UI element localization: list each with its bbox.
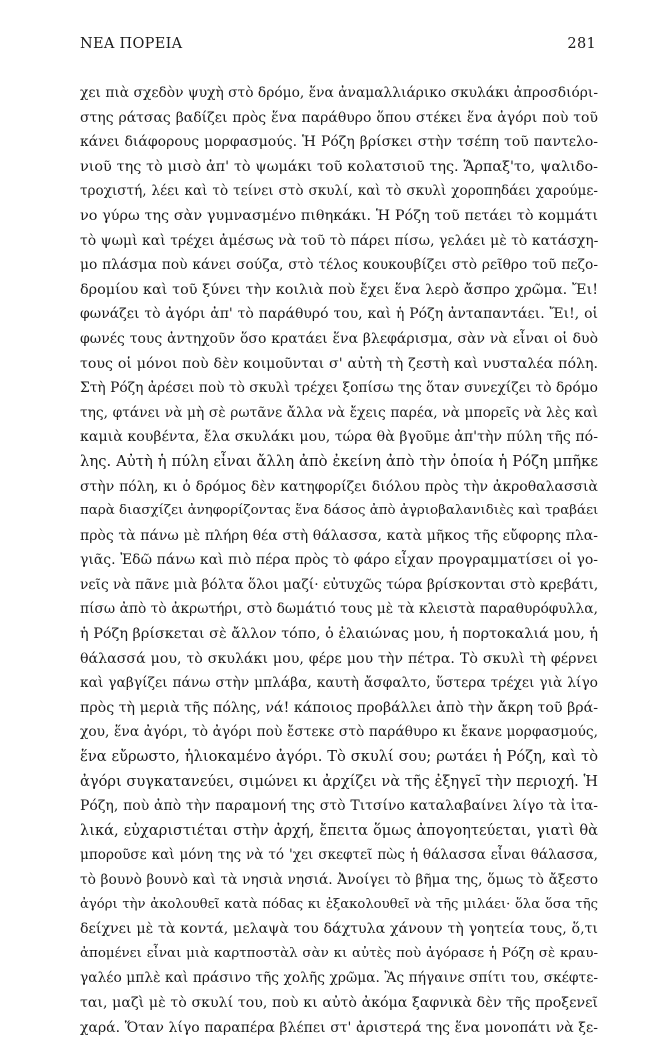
text-line: στης ράτσας βαδίζει πρὸς ἕνα παράθυρο ὅπου στέκει ἕνα ἀγόρι ποὺ τοῦ: [80, 109, 598, 126]
text-line: φωνές τους ἀντηχοῦν ὅσο κρατάει ἕνα βλεφάρισμα, σὰν νὰ εἶναι οἱ δυὸ: [80, 330, 598, 347]
page-number: 281: [567, 36, 596, 52]
text-line: χου, ἕνα ἀγόρι, τὸ ἀγόρι ποὺ ἔστεκε στὸ παράθυρο κι ἔκανε μορφασμούς,: [80, 724, 598, 741]
text-line: δείχνει μὲ τὰ κοντά, μελαψὰ του δάχτυλα χάνουν τὴ γοητεία τους, ὅ,τι: [80, 921, 598, 938]
text-line: θάλασσά μου, τὸ σκυλάκι μου, φέρε μου τὴν πέτρα. Τὸ σκυλὶ τὴ φέρνει: [80, 650, 598, 667]
text-line: τους οἱ μόνοι ποὺ δὲν κοιμοῦνται σ' αὐτὴ τὴ ζεστὴ καὶ νυσταλέα πόλη.: [80, 355, 598, 372]
text-line: ἡ Ρόζη βρίσκεται σὲ ἄλλον τόπο, ὁ ἐλαιώνας μου, ἡ πορτοκαλιά μου, ἡ: [80, 626, 598, 643]
text-line: πρὸς τὴ μεριὰ τῆς πόλης, νά! κάποιος προβάλλει ἀπὸ τὴν ἄκρη τοῦ βρά-: [80, 699, 598, 716]
text-line: Ρόζη, ποὺ ἀπὸ τὴν παραμονή της στὸ Τιτσίνο καταλαβαίνει λίγο τὰ ἰτα-: [80, 798, 598, 815]
text-line: πρὸς τὰ πάνω μὲ πλήρη θέα στὴ θάλασσα, κατὰ μῆκος τῆς εὔφορης πλα-: [80, 527, 598, 544]
text-line: φωνάζει τὸ ἀγόρι ἀπ' τὸ παράθυρό του, καὶ ἡ Ρόζη ἀνταπαντάει. Ἔι!, οἱ: [80, 306, 598, 323]
text-line: νεῖς νὰ πᾶνε μιὰ βόλτα ὅλοι μαζί· εὐτυχῶς τώρα βρίσκονται στὸ κρεβάτι,: [80, 576, 598, 593]
text-line: της, φτάνει νὰ μὴ σὲ ρωτᾶνε ἄλλα νὰ ἔχεις παρέα, νὰ μπορεῖς νὰ λὲς καὶ: [80, 404, 598, 421]
text-line: κάνει διάφορους μορφασμούς. Ἡ Ρόζη βρίσκει στὴν τσέπη τοῦ παντελο-: [80, 134, 598, 151]
text-line: νιοῦ της τὸ μισὸ ἀπ' τὸ ψωμάκι τοῦ κολατσιοῦ της. Ἅρπαξ'το, ψαλιδο-: [80, 158, 598, 175]
text-line: γιᾶς. Ἐδῶ πάνω καὶ πιὸ πέρα πρὸς τὸ φάρο εἶχαν προγραμματίσει οἱ γο-: [80, 552, 598, 569]
text-line: ἀγόρι συγκατανεύει, σιμώνει κι ἀρχίζει νὰ τῆς ἐξηγεῖ τὴν περιοχή. Ἡ: [80, 772, 598, 790]
body-text: [80, 81, 598, 1040]
text-line: τὸ ψωμὶ καὶ τρέχει ἀμέσως νὰ τοῦ τὸ πάρει πίσω, γελάει μὲ τὸ κατάσχη-: [80, 232, 598, 249]
text-line: τροχιστή, λέει καὶ τὸ τείνει στὸ σκυλί, καὶ τὸ σκυλὶ χοροπηδάει χαρούμε-: [80, 183, 598, 200]
text-line: Στὴ Ρόζη ἀρέσει ποὺ τὸ σκυλὶ τρέχει ξοπίσω της ὅταν συνεχίζει τὸ δρόμο: [80, 380, 598, 397]
text-line: νο γύρω της σὰν γυμνασμένο πιθηκάκι. Ἡ Ρόζη τοῦ πετάει τὸ κομμάτι: [80, 207, 598, 224]
text-line: γαλέο μπλὲ καὶ πράσινο τῆς χολῆς χρῶμα. Ἂς πήγαινε σπίτι του, σκέφτε-: [80, 970, 598, 987]
text-line: καμιὰ κουβέντα, ἔλα σκυλάκι μου, τώρα θὰ βγοῦμε ἀπ'τὴν πύλη τῆς πό-: [80, 429, 598, 446]
text-line: μποροῦσε καὶ μόνη της νὰ τό 'χει σκεφτεῖ πὼς ἡ θάλασσα εἶναι θάλασσα,: [80, 847, 598, 864]
text-line: πίσω ἀπὸ τὸ ἀκρωτήρι, στὸ δωμάτιό τους μὲ τὰ κλειστὰ παραθυρόφυλλα,: [80, 601, 598, 618]
text-line: τὸ βουνὸ βουνὸ καὶ τὰ νησιὰ νησιά. Ἀνοίγει τὸ βῆμα της, ὅμως τὸ ἄξεστο: [80, 872, 598, 888]
text-line: στὴν πόλη, κι ὁ δρόμος δὲν κατηφορίζει διόλου πρὸς τὴν ἀκροθαλασσιὰ: [80, 478, 598, 495]
text-line: χει πιὰ σχεδὸν ψυχὴ στὸ δρόμο, ἕνα ἀναμαλλιάρικο σκυλάκι ἀπροσδιόρι-: [80, 85, 598, 101]
text-line: μο πλάσμα ποὺ κάνει σούζα, στὸ τέλος κουκουβίζει στὸ ρεῖθρο τοῦ πεζο-: [80, 257, 598, 274]
text-line: ἀπομένει εἶναι μιὰ καρτποστὰλ σὰν κι αὐτὲς ποὺ ἀγόρασε ἡ Ρόζη σὲ κραυ-: [80, 945, 598, 961]
text-line: λης. Αὐτὴ ἡ πύλη εἶναι ἄλλη ἀπὸ ἐκείνη ἀπὸ τὴν ὁποία ἡ Ρόζη μπῆκε: [80, 452, 598, 470]
text-line: ἀγόρι τὴν ἀκολουθεῖ κατὰ πόδας κι ἐξακολουθεῖ νὰ τῆς μιλάει· ὅλα ὅσα τῆς: [80, 896, 598, 912]
text-line: καὶ γαβγίζει πάνω στὴν μπλάβα, καυτὴ ἄσφαλτο, ὕστερα τρέχει γιὰ λίγο: [80, 675, 598, 692]
running-title: ΝΕΑ ΠΟΡΕΙΑ: [80, 36, 183, 52]
running-head: [80, 36, 596, 56]
text-line: λικά, εὐχαριστιέται στὴν ἀρχή, ἔπειτα ὅμως ἀπογοητεύεται, γιατὶ θὰ: [80, 821, 598, 839]
text-line: χαρά. Ὅταν λίγο παραπέρα βλέπει στ' ἀριστερά της ἕνα μονοπάτι νὰ ξε-: [80, 1019, 598, 1036]
text-line: δρομίου καὶ τοῦ ξύνει τὴν κοιλιὰ ποὺ ἔχει ἕνα λερὸ ἄσπρο χρῶμα. Ἔι!: [80, 281, 598, 298]
text-line: παρὰ διασχίζει ἀνηφορίζοντας ἕνα δάσος ἀπὸ ἀγριοβαλανιδιὲς καὶ τραβάει: [80, 503, 598, 519]
text-line: ἕνα εὔρωστο, ἡλιοκαμένο ἀγόρι. Τὸ σκυλί σου; ρωτάει ἡ Ρόζη, καὶ τὸ: [80, 748, 598, 766]
text-line: ται, μαζὶ μὲ τὸ σκυλί του, ποὺ κι αὐτὸ ἀκόμα ξαφνικὰ δὲν τῆς προξενεῖ: [80, 994, 598, 1011]
